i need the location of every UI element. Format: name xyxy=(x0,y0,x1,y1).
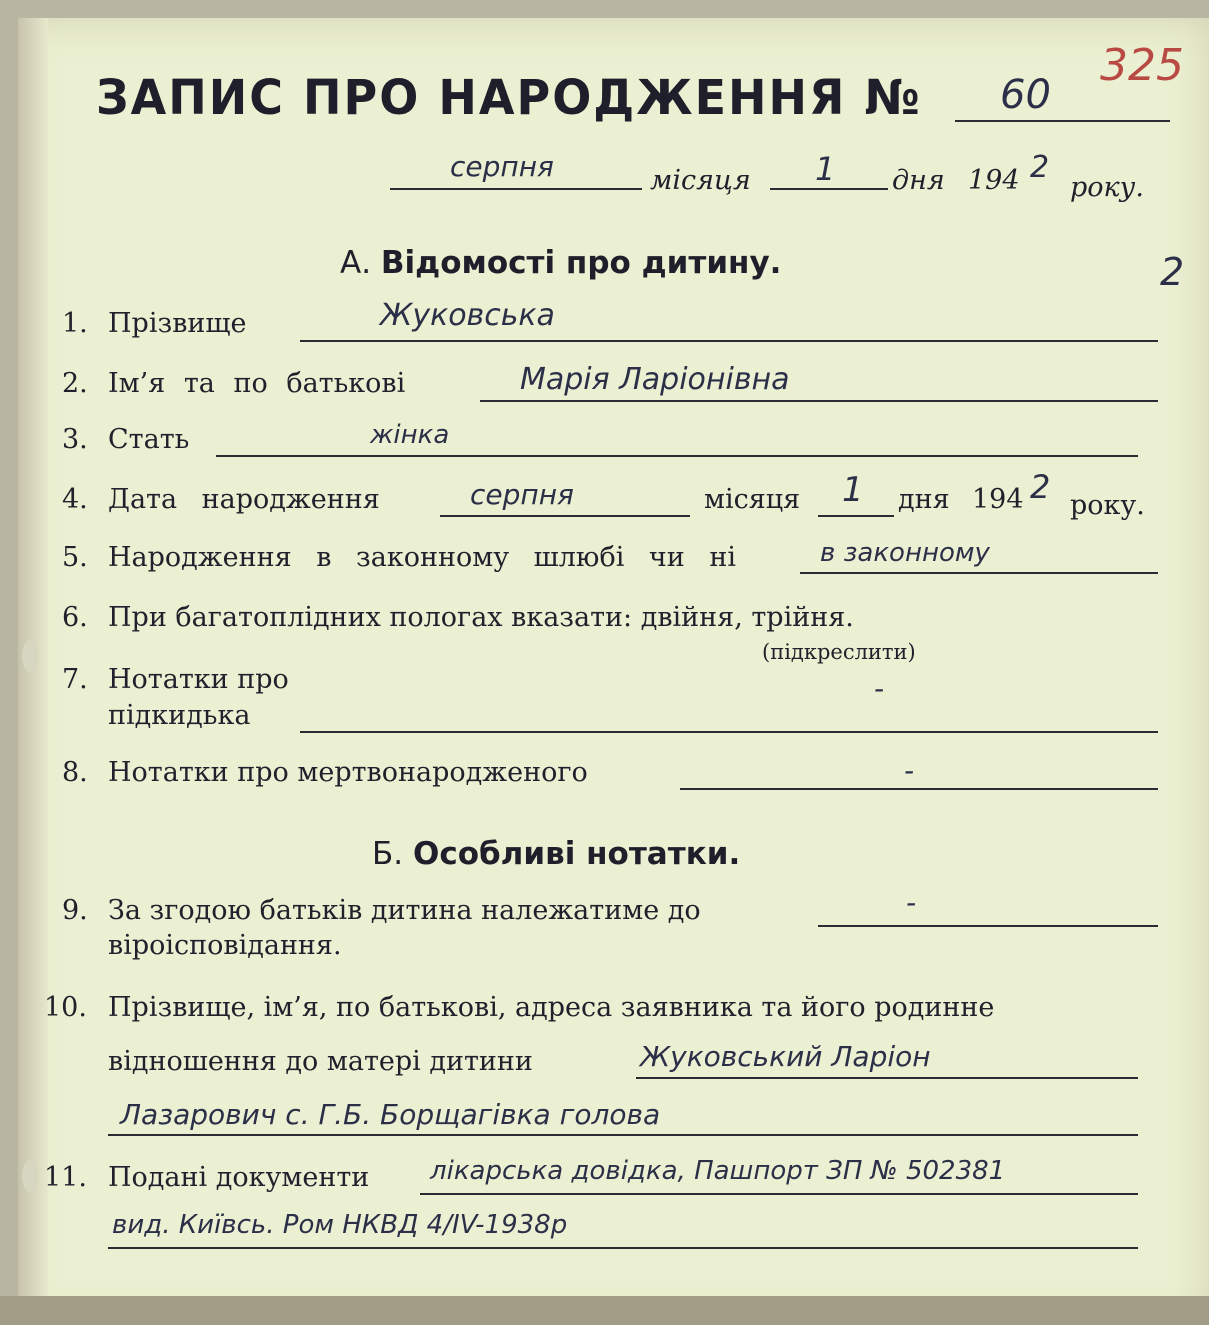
item-10-label-line2: відношення до матері дитини xyxy=(108,1046,533,1077)
item-5-value: в законному xyxy=(820,538,990,568)
item-6-note: (підкреслити) xyxy=(762,640,916,664)
binding-spine xyxy=(18,18,48,1325)
item-1-value: Жуковська xyxy=(380,298,555,333)
reg-year-prefix: 194 xyxy=(968,165,1020,196)
page-edge xyxy=(0,1296,1209,1325)
section-b-letter: Б. xyxy=(372,836,404,872)
item-2-line xyxy=(480,400,1158,402)
item-4-year-prefix: 194 xyxy=(972,484,1024,515)
item-1-line xyxy=(300,340,1158,342)
margin-number: 325 xyxy=(1100,40,1184,91)
item-3-label: Стать xyxy=(108,424,190,455)
item-9-value: - xyxy=(906,886,917,919)
section-a-letter: А. xyxy=(340,245,372,281)
item-4-month-label: місяця xyxy=(704,484,801,515)
reg-month-value: серпня xyxy=(450,150,554,183)
reg-month-line xyxy=(390,188,642,190)
section-a-heading xyxy=(340,245,781,281)
item-8-label: Нотатки про мертвонародженого xyxy=(108,757,588,788)
item-7-label-line1: Нотатки про xyxy=(108,664,289,695)
item-8-number: 8. xyxy=(62,757,88,788)
punch-hole xyxy=(22,1160,38,1192)
item-11-value-line2: вид. Київсь. Ром НКВД 4/IV-1938р xyxy=(112,1210,568,1240)
item-1-number: 1. xyxy=(62,308,88,339)
item-4-day-label: дня xyxy=(898,484,950,515)
item-10-line1 xyxy=(636,1077,1138,1079)
item-4-label: Дата народження xyxy=(108,484,380,515)
item-9-label-line2: віроісповідання. xyxy=(108,930,342,961)
section-b-heading xyxy=(372,836,740,872)
item-5-line xyxy=(800,572,1158,574)
item-11-line1 xyxy=(420,1193,1138,1195)
item-11-line2 xyxy=(108,1247,1138,1249)
reg-day-label: дня xyxy=(892,165,945,196)
item-1-label: Прізвище xyxy=(108,308,247,339)
item-8-value: - xyxy=(904,754,915,787)
section-b-title: Особливі нотатки. xyxy=(412,836,741,872)
item-7-label-line2: підкидька xyxy=(108,700,251,731)
item-4-number: 4. xyxy=(62,484,88,515)
item-9-number: 9. xyxy=(62,895,88,926)
reg-month-label: місяця xyxy=(650,165,751,196)
item-11-label: Подані документи xyxy=(108,1162,370,1193)
item-3-value: жінка xyxy=(370,420,450,450)
item-6-label: При багатоплідних пологах вказати: двійня, трійня. xyxy=(108,602,854,633)
item-3-number: 3. xyxy=(62,424,88,455)
item-6-number: 6. xyxy=(62,602,88,633)
item-8-line xyxy=(680,788,1158,790)
item-11-number: 11. xyxy=(44,1162,87,1193)
item-11-value-line1: лікарська довідка, Пашпорт ЗП № 502381 xyxy=(430,1156,1006,1186)
margin-mark: 2 xyxy=(1160,250,1185,294)
reg-day-line xyxy=(770,188,888,190)
item-10-value-line2: Лазарович с. Г.Б. Борщагівка голова xyxy=(120,1098,661,1131)
item-3-line xyxy=(216,455,1138,457)
record-number-line xyxy=(955,120,1170,122)
item-2-value: Марія Ларіонівна xyxy=(520,362,790,397)
reg-day-value: 1 xyxy=(815,150,836,188)
item-5-number: 5. xyxy=(62,542,88,573)
item-4-month-value: серпня xyxy=(470,478,574,511)
record-number: 60 xyxy=(1000,72,1051,118)
item-5-label: Народження в законному шлюбі чи ні xyxy=(108,542,736,573)
item-9-label-line1: За згодою батьків дитина належатиме до xyxy=(108,895,701,926)
document-title: ЗАПИС ПРО НАРОДЖЕННЯ № xyxy=(96,68,922,126)
section-a-title: Відомості про дитину. xyxy=(380,245,782,281)
reg-year-value: 2 xyxy=(1030,150,1050,185)
item-2-label: Ім’я та по батькові xyxy=(108,368,406,399)
reg-year-label: року. xyxy=(1070,172,1144,203)
item-9-line xyxy=(818,925,1158,927)
item-4-year-label: року. xyxy=(1070,490,1145,521)
item-4-year-value: 2 xyxy=(1030,468,1051,506)
punch-hole xyxy=(22,640,38,672)
item-7-number: 7. xyxy=(62,664,88,695)
item-10-number: 10. xyxy=(44,992,87,1023)
item-4-month-line xyxy=(440,515,690,517)
item-4-day-value: 1 xyxy=(842,470,864,510)
item-4-day-line xyxy=(818,515,894,517)
item-7-value: - xyxy=(874,672,885,705)
item-10-line2 xyxy=(108,1134,1138,1136)
item-10-label-line1: Прізвище, ім’я, по батькові, адреса заявника та його родинне xyxy=(108,992,995,1023)
item-10-value-line1: Жуковський Ларіон xyxy=(640,1040,931,1073)
item-7-line xyxy=(300,731,1158,733)
item-2-number: 2. xyxy=(62,368,88,399)
